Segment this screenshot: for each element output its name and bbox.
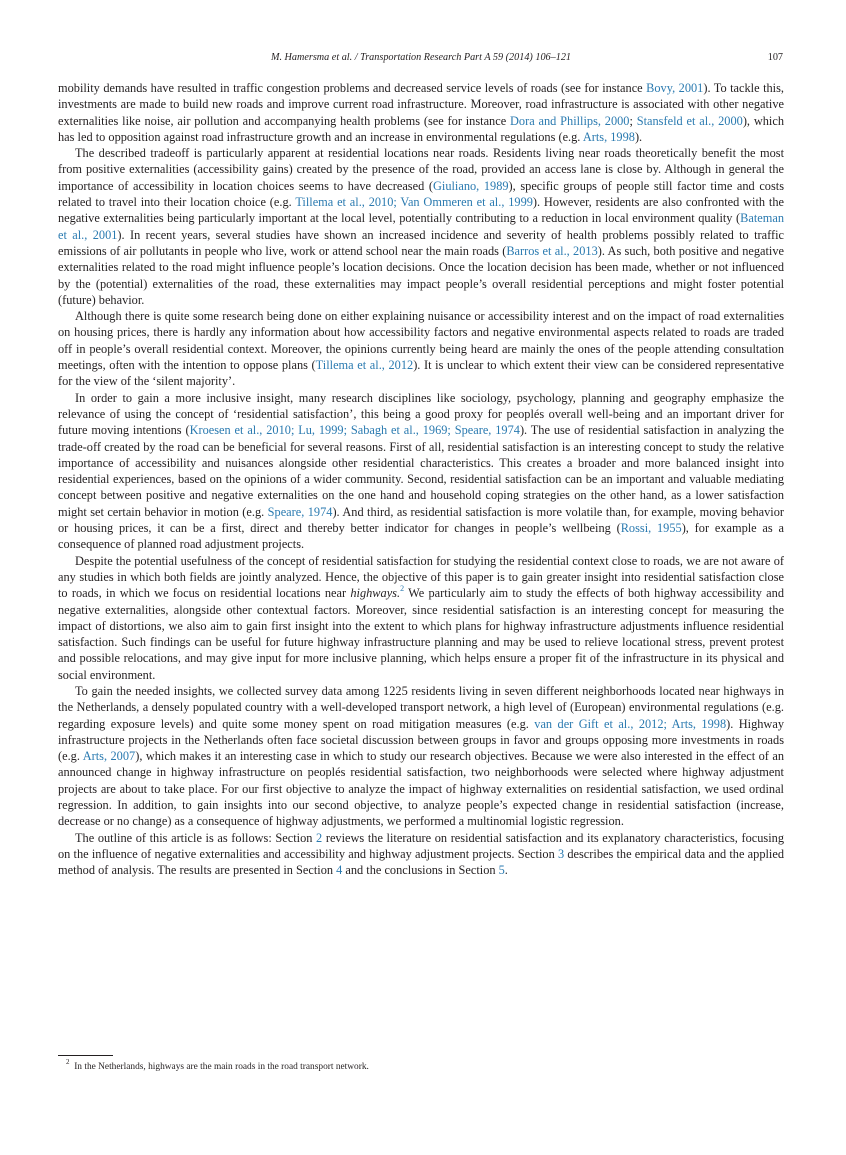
text-run: ). The use of residential satisfaction in analyzing the trade-off created by the road can be beneficial for several reasons. First of all, residential satisfaction is an interesting concept to study the relative importance of accessibility and nuisances alongside other residential characteristics. This creates a broader and more balanced insight into residential experiences, based on the opinions of a wider community. Second, residential satisfaction can be an important and valuable mediating concept between positive and negative externalities on the one hand and household coping strategies on the other hand, as a lower satisfaction might set certain behavior in motion (e.g. bbox=[58, 423, 784, 519]
text-run: Although there is quite some research being done on either explaining nuisance or accessibility interest and on the impact of road externalities on housing prices, there is hardly any information about how accessibility factors and negative environmental aspects related to roads are traded off in people’s overall residential context. Moreover, the opinions currently being heard are mainly the ones of the people attending consultation meetings, often with the intention to oppose plans ( bbox=[58, 309, 784, 373]
paragraph bbox=[58, 830, 784, 879]
text-run: ). Highway infrastructure projects in the Netherlands often face societal discussion between groups in favor and groups opposing more investments in roads (e.g. bbox=[58, 716, 784, 764]
citation-link[interactable]: Bovy, 2001 bbox=[646, 81, 704, 95]
text-run: mobility demands have resulted in traffic congestion problems and decreased service levels of roads (see for instance bbox=[58, 81, 647, 95]
text-run: The outline of this article is as follows: Section bbox=[75, 830, 317, 845]
text-run: ). In recent years, several studies have shown an increased incidence and severity of health problems possibly related to traffic emissions of air pollutants in people who live, work or attend school near the main roads ( bbox=[58, 227, 784, 258]
citation-link[interactable]: Bateman et al., 2001 bbox=[58, 211, 784, 242]
text-run: ). However, residents are also confronted with the negative externalities being particularly important at the local level, potentially contributing to a reduction in local environment quality ( bbox=[58, 195, 784, 226]
text-run: . bbox=[504, 863, 508, 878]
citation-link[interactable]: Arts, 1998 bbox=[582, 129, 635, 144]
text-run: ). And third, as residential satisfaction is more volatile than, for example, moving behavior or housing prices, it can be a first, direct and thereby better indicator for changes in people’s wellbeing ( bbox=[58, 504, 784, 536]
paragraph bbox=[58, 80, 784, 145]
text-run: ). As such, both positive and negative externalities related to the road might influence people’s location decisions. Once the location decision has been made, whether or not influenced by the (potential) externalities of the road, these externalities may impact people’s overall residential perceptions and might foster potential (future) behavior. bbox=[58, 243, 785, 307]
emphasis-text: highways. bbox=[350, 586, 401, 601]
citation-link[interactable]: Rossi, 1955 bbox=[620, 521, 682, 536]
citation-link[interactable]: Speare, 1974 bbox=[267, 504, 333, 519]
text-run: ), which makes it an interesting case in which to study our research objectives. Because we were also interested in the effect of an announced change in highway infrastructure on peoplés residential satisfaction, two neighborhoods were selected where highway adjustment projects are about to take place. For our first objective to analyze the impact of highway externalities on residential satisfaction, we used ordinal regression. In addition, to gain insights into our second objective, to analyze people’s expected change in residential satisfaction (increase, decrease or no change) as a consequence of highway adjustments, we performed a multinomial logistic regression. bbox=[58, 749, 784, 829]
text-run: We particularly aim to study the effects of both highway accessibility and negative externalities, alongside other contextual factors. Moreover, since residential satisfaction is an interesting concept for measuring the impact of distortions, we also aim to gain first insight into the extent to which plans for highway infrastructure adjustments influence residential satisfaction. Such findings can be useful for future highway infrastructure planning and may be used to relieve locational stress, prevent protest and possible relocations, and may give input for more inclusive planning, which helps ensure a proper fit of the infrastructure in its physical and social environment. bbox=[58, 586, 784, 682]
citation-link[interactable]: Giuliano, 1989 bbox=[432, 178, 509, 193]
text-run: describes the empirical data and the applied method of analysis. The results are presented in Section bbox=[58, 846, 784, 878]
text-run: The described tradeoff is particularly apparent at residential locations near roads. Residents living near roads theoretically benefit the most from positive externalities (accessibility gains) created by the presence of the road, provided an access lane is close by. Although in general the importance of accessibility in location choices seems to have decreased ( bbox=[58, 146, 784, 193]
text-run: ), specific groups of people still factor time and costs related to travel into their location choice (e.g. bbox=[58, 178, 785, 210]
footnote-marker: 2 bbox=[66, 1057, 70, 1066]
text-run: In order to gain a more inclusive insight, many research disciplines like sociology, psychology, planning and geography emphasize the relevance of using the concept of ‘residential satisfaction’, this being a good proxy for peoplés overall well-being and an important driver for future moving intentions ( bbox=[58, 390, 784, 438]
running-title: M. Hamersma et al. / Transportation Research Part A 59 (2014) 106–121 bbox=[270, 52, 572, 63]
running-header bbox=[58, 52, 784, 68]
citation-link[interactable]: Kroesen et al., 2010; Lu, 1999; Sabagh et al., 1969; Speare, 1974 bbox=[189, 423, 520, 438]
paragraph bbox=[58, 683, 784, 830]
text-run: Despite the potential usefulness of the concept of residential satisfaction for studying the residential context close to roads, we are not aware of any studies in which both fields are jointly analyzed. Hence, the objective of this paper is to gain greater insight into residential satisfaction close to roads, in which we focus on residential locations near bbox=[58, 553, 784, 601]
citation-link[interactable]: 5 bbox=[498, 863, 505, 878]
text-run: reviews the literature on residential satisfaction and its explanatory characteristics, focusing on the influence of negative externalities and accessibility and highway adjustment projects. Section bbox=[58, 830, 785, 861]
citation-link[interactable]: van der Gift et al., 2012; Arts, 1998 bbox=[534, 716, 727, 731]
text-run: and the conclusions in Section bbox=[342, 863, 499, 878]
citation-link[interactable]: 4 bbox=[336, 863, 343, 878]
citation-link[interactable]: Arts, 2007 bbox=[82, 749, 136, 764]
paragraph bbox=[58, 390, 784, 553]
text-run: To gain the needed insights, we collected survey data among 1225 residents living in seven different neighborhoods located near highways in the Netherlands, a densely populated country with a well-developed transport network, a high level of (European) environmental regulations (e.g. regarding exposure levels) and quite some money spent on road mitigation measures (e.g. bbox=[58, 683, 784, 731]
footnote-ref-link[interactable]: 2 bbox=[400, 584, 405, 594]
paragraph bbox=[58, 308, 784, 389]
text-run: ), for example as a consequence of planned road adjustment projects. bbox=[58, 521, 784, 552]
text-run: ), which has led to opposition against road infrastructure growth and an increase in environmental regulations (e.g. bbox=[58, 113, 784, 144]
footnote-rule bbox=[58, 1055, 113, 1056]
citation-link[interactable]: Barros et al., 2013 bbox=[506, 243, 598, 258]
text-run: ; bbox=[629, 113, 637, 128]
paragraph bbox=[58, 145, 784, 308]
text-run: ). To tackle this, investments are made to build new roads and improve current road infrastructure. Moreover, road infrastructure is associated with other negative externalities like noise, air pollution and accompanying health problems (see for instance bbox=[58, 81, 784, 128]
citation-link[interactable]: 2 bbox=[316, 830, 323, 845]
citation-link[interactable]: Dora and Phillips, 2000 bbox=[510, 113, 630, 128]
citation-link[interactable]: Stansfeld et al., 2000 bbox=[636, 113, 743, 128]
footnote bbox=[66, 1057, 786, 1073]
citation-link[interactable]: 3 bbox=[557, 846, 565, 861]
article-body bbox=[58, 80, 784, 879]
page-number: 107 bbox=[767, 52, 783, 63]
text-run: ). bbox=[634, 129, 643, 144]
text-run: ). It is unclear to which extent their view can be considered representative for the view of the ‘silent majority’. bbox=[58, 358, 784, 389]
paragraph bbox=[58, 553, 784, 683]
citation-link[interactable]: Tillema et al., 2010; Van Ommeren et al., 1999 bbox=[295, 195, 533, 210]
citation-link[interactable]: Tillema et al., 2012 bbox=[315, 358, 414, 373]
footnote-text: In the Netherlands, highways are the main roads in the road transport network. bbox=[74, 1062, 369, 1072]
